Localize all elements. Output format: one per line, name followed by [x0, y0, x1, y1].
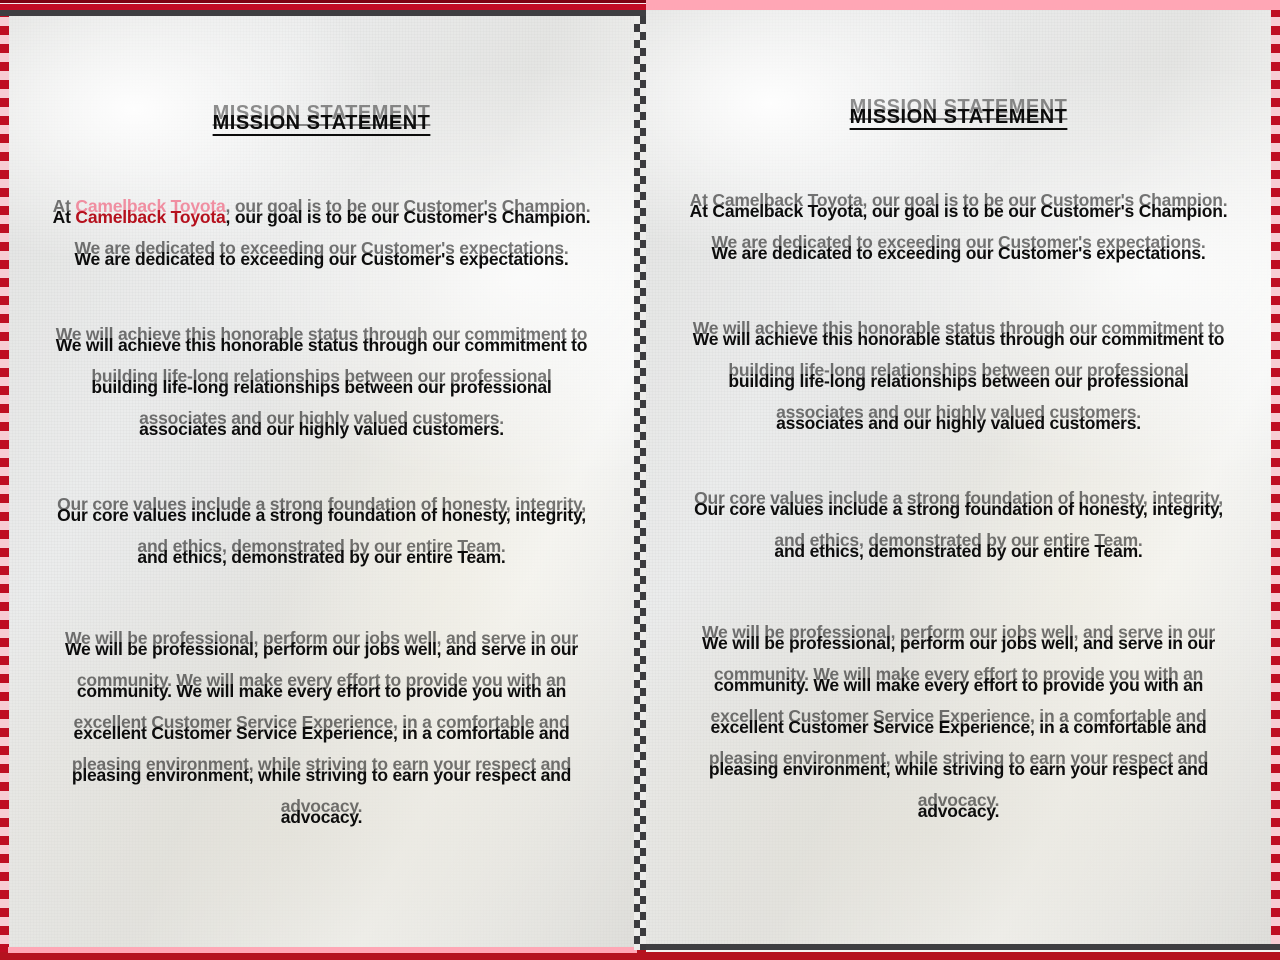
- mission-paragraph-2: We will achieve this honorable status through our commitment to building life-long relationships between our professional associates and our highly valued customers.: [55, 335, 588, 439]
- mission-content-right: [646, 10, 1271, 944]
- top-left-red-charcoal-bar: [0, 0, 646, 16]
- mission-paragraph-1: [686, 190, 1231, 274]
- mission-title: MISSION STATEMENT: [212, 112, 431, 134]
- top-right-pink-bar: [646, 0, 1280, 10]
- mission-paragraph-1: [49, 196, 594, 280]
- paragraph-1-prefix: At: [52, 207, 76, 227]
- bottom-right-charcoal-bar: [646, 944, 1280, 952]
- center-checkered-divider: [634, 16, 646, 950]
- mission-title: MISSION STATEMENT: [849, 106, 1068, 128]
- mission-paragraph-4: We will be professional, perform our jobs well, and serve in our community. We will make every effort to provide you with an excellent Customer Service Experience, in a comfortable and pleasing environment, while striving to earn your respect and advocacy.: [65, 639, 578, 827]
- mission-content-left: [9, 16, 634, 947]
- bottom-left-pink-bar: [8, 947, 637, 953]
- paragraph-1-suffix: , our goal is to be our Customer's Champion. We are dedicated to exceeding our Customer's expectations.: [74, 207, 591, 269]
- mission-paragraph-2: We will achieve this honorable status through our commitment to building life-long relationships between our professional associates and our highly valued customers.: [692, 329, 1225, 433]
- brand-name-camelback-toyota: Camelback Toyota: [712, 201, 863, 221]
- mission-panel-left: [9, 16, 634, 947]
- mission-paragraph-4: We will be professional, perform our jobs well, and serve in our community. We will make every effort to provide you with an excellent Customer Service Experience, in a comfortable and pleasing environment, while striving to earn your respect and advocacy.: [702, 633, 1215, 821]
- brand-name-camelback-toyota: Camelback Toyota: [75, 207, 226, 227]
- paragraph-1-prefix: At: [689, 201, 713, 221]
- mission-paragraph-3: Our core values include a strong foundation of honesty, integrity, and ethics, demonstrated by our entire Team.: [57, 505, 586, 567]
- left-checkered-border: [0, 8, 9, 952]
- mission-paragraph-3: Our core values include a strong foundation of honesty, integrity, and ethics, demonstrated by our entire Team.: [694, 499, 1223, 561]
- paragraph-1-suffix: , our goal is to be our Customer's Champion. We are dedicated to exceeding our Customer's expectations.: [711, 201, 1228, 263]
- right-checkered-border: [1271, 8, 1280, 952]
- mission-panel-right: [646, 10, 1271, 944]
